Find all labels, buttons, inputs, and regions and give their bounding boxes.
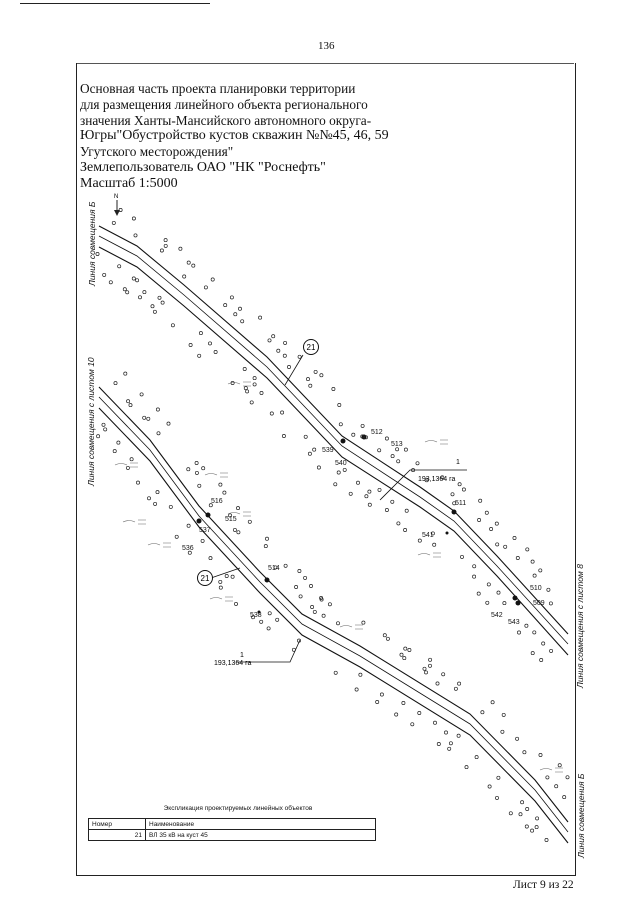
boundary-marker (171, 324, 174, 327)
boundary-marker (103, 273, 106, 276)
boundary-marker (349, 492, 352, 495)
boundary-marker (259, 316, 262, 319)
boundary-marker (201, 539, 204, 542)
boundary-marker (198, 354, 201, 357)
boundary-marker (343, 468, 346, 471)
boundary-marker (488, 785, 491, 788)
boundary-marker (403, 657, 406, 660)
boundary-marker (424, 671, 427, 674)
boundary-marker (336, 622, 339, 625)
boundary-marker (225, 574, 228, 577)
boundary-marker (542, 642, 545, 645)
boundary-marker (281, 411, 284, 414)
boundary-marker (391, 500, 394, 503)
boundary-marker (566, 776, 569, 779)
parcel-number: 1 (456, 459, 460, 466)
boundary-marker (126, 291, 129, 294)
boundary-marker (545, 838, 548, 841)
point-label: 510 (530, 585, 542, 592)
boundary-marker (208, 342, 211, 345)
boundary-marker (404, 448, 407, 451)
boundary-marker (386, 637, 389, 640)
boundary-marker (109, 281, 112, 284)
boundary-marker (525, 624, 528, 627)
boundary-marker (246, 390, 249, 393)
boundary-marker (219, 580, 222, 583)
boundary-marker (231, 575, 234, 578)
boundary-marker (475, 756, 478, 759)
boundary-marker (317, 466, 320, 469)
boundary-marker (451, 493, 454, 496)
legend-header-row (89, 819, 376, 830)
boundary-marker (495, 796, 498, 799)
boundary-marker (473, 565, 476, 568)
boundary-marker (199, 332, 202, 335)
boundary-marker (339, 423, 342, 426)
boundary-marker (214, 350, 217, 353)
boundary-marker (306, 378, 309, 381)
boundary-marker (248, 520, 251, 523)
match-line-label: Линия совмещения с листом 10 (86, 357, 96, 486)
boundary-marker (241, 320, 244, 323)
boundary-marker (555, 785, 558, 788)
boundary-marker (362, 621, 365, 624)
boundary-marker (521, 801, 524, 804)
parcel-area: 193,1364 га (214, 660, 252, 667)
boundary-marker (385, 508, 388, 511)
boundary-marker (477, 592, 480, 595)
point-label: 515 (225, 516, 237, 523)
boundary-marker (134, 234, 137, 237)
boundary-marker (454, 687, 457, 690)
land-user: Землепользователь ОАО "НК "Роснефть" (80, 159, 326, 175)
boundary-marker (129, 404, 132, 407)
boundary-marker (238, 307, 241, 310)
boundary-marker (397, 522, 400, 525)
boundary-marker (481, 711, 484, 714)
boundary-marker (428, 664, 431, 667)
boundary-marker (485, 511, 488, 514)
object-circle (198, 571, 213, 586)
boundary-marker (356, 481, 359, 484)
boundary-marker (147, 497, 150, 500)
point-label: 516 (211, 498, 223, 505)
upper-corridor (99, 226, 568, 655)
boundary-marker (352, 433, 355, 436)
boundary-marker (250, 401, 253, 404)
boundary-marker (402, 701, 405, 704)
boundary-marker (156, 408, 159, 411)
point-label: 512 (371, 429, 383, 436)
boundary-marker (355, 688, 358, 691)
boundary-marker (132, 277, 135, 280)
boundary-marker (308, 452, 311, 455)
boundary-marker (204, 286, 207, 289)
boundary-marker (531, 829, 534, 832)
boundary-marker (202, 467, 205, 470)
boundary-marker (405, 509, 408, 512)
boundary-marker (183, 275, 186, 278)
boundary-marker (448, 747, 451, 750)
boundary-marker (192, 264, 195, 267)
boundary-marker (179, 247, 182, 250)
boundary-marker (126, 466, 129, 469)
boundary-marker (313, 448, 316, 451)
boundary-marker (158, 296, 161, 299)
boundary-marker (118, 265, 121, 268)
boundary-marker (311, 605, 314, 608)
boundary-marker (230, 296, 233, 299)
boundary-marker (465, 766, 468, 769)
boundary-marker (558, 764, 561, 767)
boundary-marker (462, 488, 465, 491)
boundary-marker (404, 528, 407, 531)
boundary-marker (365, 495, 368, 498)
boundary-marker (404, 647, 407, 650)
boundary-marker (124, 372, 127, 375)
boundary-marker (320, 374, 323, 377)
boundary-marker (187, 261, 190, 264)
boundary-marker (236, 507, 239, 510)
north-arrow-icon (114, 200, 120, 216)
boundary-marker (287, 365, 290, 368)
boundary-marker (283, 354, 286, 357)
boundary-marker (234, 313, 237, 316)
boundary-marker (334, 483, 337, 486)
point-label: 537 (199, 527, 211, 534)
legend-grid (88, 818, 376, 841)
boundary-marker (479, 499, 482, 502)
boundary-marker (418, 539, 421, 542)
boundary-marker (253, 383, 256, 386)
boundary-marker (368, 490, 371, 493)
boundary-marker (516, 556, 519, 559)
boundary-marker (376, 700, 379, 703)
boundary-marker (219, 586, 222, 589)
boundary-marker (309, 384, 312, 387)
boundary-marker (332, 387, 335, 390)
boundary-marker (396, 448, 399, 451)
point-label: 543 (508, 619, 520, 626)
boundary-marker (140, 393, 143, 396)
boundary-marker (338, 403, 341, 406)
sheet-label: Лист 9 из 22 (513, 879, 574, 891)
boundary-marker (449, 742, 452, 745)
boundary-marker (282, 434, 285, 437)
boundary-marker (546, 776, 549, 779)
boundary-marker (143, 291, 146, 294)
boundary-marker (304, 435, 307, 438)
boundary-marker (501, 730, 504, 733)
boundary-marker (368, 503, 371, 506)
boundary-marker (243, 367, 246, 370)
boundary-marker (314, 370, 317, 373)
legend-row (89, 830, 376, 841)
boundary-marker (416, 462, 419, 465)
boundary-marker (277, 349, 280, 352)
boundary-markers (96, 208, 569, 841)
boundary-marker (458, 682, 461, 685)
header-line: Основная часть проекта планировки территории (80, 81, 356, 96)
match-line-label: Линия совмещения Б (576, 773, 586, 858)
boundary-marker (123, 288, 126, 291)
boundary-marker (496, 543, 499, 546)
boundary-marker (198, 484, 201, 487)
boundary-marker (195, 471, 198, 474)
boundary-marker (337, 471, 340, 474)
boundary-marker (380, 693, 383, 696)
boundary-marker (219, 483, 222, 486)
match-line-label: Линия совмещения с листом 8 (575, 564, 585, 688)
boundary-marker (136, 481, 139, 484)
boundary-marker (160, 249, 163, 252)
boundary-marker (550, 649, 553, 652)
header-line: Югры"Обустройство кустов скважин №№45, 46, 59 (80, 128, 389, 144)
boundary-marker (102, 423, 105, 426)
boundary-marker (284, 564, 287, 567)
boundary-marker (292, 648, 295, 651)
boundary-marker (97, 435, 100, 438)
legend-cell-number: 21 (89, 830, 146, 841)
boundary-marker (270, 412, 273, 415)
boundary-marker (187, 524, 190, 527)
boundary-marker (429, 658, 432, 661)
boundary-marker (490, 527, 493, 530)
boundary-marker (299, 595, 302, 598)
survey-points (197, 435, 521, 614)
boundary-marker (531, 652, 534, 655)
svg-text:21: 21 (306, 343, 316, 352)
boundary-marker (502, 713, 505, 716)
boundary-marker (268, 612, 271, 615)
boundary-marker (391, 455, 394, 458)
boundary-marker (130, 458, 133, 461)
point-label: 541 (422, 532, 434, 539)
boundary-marker (161, 301, 164, 304)
boundary-marker (495, 522, 498, 525)
boundary-marker (313, 610, 316, 613)
boundary-marker (491, 701, 494, 704)
boundary-marker (113, 450, 116, 453)
boundary-marker (136, 279, 139, 282)
boundary-marker (260, 620, 263, 623)
boundary-marker (167, 422, 170, 425)
boundary-marker (328, 603, 331, 606)
boundary-marker (444, 731, 447, 734)
boundary-marker (533, 574, 536, 577)
point-label: 538 (250, 612, 262, 619)
boundary-marker (272, 335, 275, 338)
boundary-marker (519, 813, 522, 816)
boundary-marker (132, 217, 135, 220)
boundary-marker (535, 826, 538, 829)
boundary-marker (526, 548, 529, 551)
point-label: 536 (182, 545, 194, 552)
boundary-marker (143, 416, 146, 419)
north-label: N (114, 194, 119, 200)
parcel-number: 1 (240, 652, 244, 659)
boundary-marker (400, 653, 403, 656)
boundary-marker (497, 591, 500, 594)
boundary-marker (486, 601, 489, 604)
boundary-marker (473, 575, 476, 578)
boundary-marker (153, 310, 156, 313)
boundary-marker (513, 536, 516, 539)
boundary-marker (539, 753, 542, 756)
boundary-marker (523, 751, 526, 754)
boundary-marker (539, 569, 542, 572)
boundary-marker (164, 239, 167, 242)
boundary-marker (157, 432, 160, 435)
boundary-marker (114, 382, 117, 385)
parcel-annotation-marks (115, 382, 563, 772)
parcel-area: 193,1364 га (418, 476, 456, 483)
boundary-marker (169, 505, 172, 508)
legend-col-number: Номер (89, 819, 146, 830)
boundary-marker (361, 424, 364, 427)
page-number: 136 (318, 40, 335, 52)
boundary-marker (284, 341, 287, 344)
boundary-marker (309, 584, 312, 587)
boundary-marker (267, 627, 270, 630)
boundary-marker (187, 468, 190, 471)
boundary-marker (104, 428, 107, 431)
point-label: 539 (322, 447, 334, 454)
boundary-marker (517, 631, 520, 634)
boundary-marker (151, 305, 154, 308)
boundary-marker (298, 355, 301, 358)
point-label: 540 (335, 460, 347, 467)
boundary-marker (460, 555, 463, 558)
boundary-marker (253, 377, 256, 380)
boundary-marker (478, 518, 481, 521)
boundary-marker (138, 296, 141, 299)
boundary-marker (224, 304, 227, 307)
boundary-marker (509, 812, 512, 815)
boundary-marker (268, 339, 271, 342)
boundary-marker (497, 776, 500, 779)
boundary-marker (147, 417, 150, 420)
boundary-marker (457, 734, 460, 737)
boundary-marker (322, 614, 325, 617)
point-label: 511 (455, 500, 467, 507)
boundary-marker (540, 658, 543, 661)
boundary-marker (533, 631, 536, 634)
boundary-marker (265, 537, 268, 540)
boundary-marker (433, 721, 436, 724)
point-label: 542 (491, 612, 503, 619)
boundary-marker (237, 531, 240, 534)
boundary-marker (408, 648, 411, 651)
boundary-marker (563, 796, 566, 799)
boundary-marker (189, 343, 192, 346)
boundary-marker (395, 713, 398, 716)
boundary-marker (154, 502, 157, 505)
legend-cell-name: ВЛ 35 кВ на куст 45 (146, 830, 376, 841)
boundary-marker (223, 491, 226, 494)
boundary-marker (175, 535, 178, 538)
boundary-marker (164, 244, 167, 247)
boundary-marker (378, 488, 381, 491)
legend-title: Экспликация проектируемых линейных объектов (163, 805, 313, 812)
boundary-marker (385, 437, 388, 440)
legend-col-name: Наименование (146, 819, 376, 830)
boundary-marker (276, 618, 279, 621)
boundary-marker (195, 461, 198, 464)
boundary-marker (516, 737, 519, 740)
boundary-marker (418, 711, 421, 714)
object-circle (304, 340, 319, 355)
header-line: Угутского месторождения" (80, 144, 234, 160)
boundary-marker (437, 742, 440, 745)
boundary-marker (397, 460, 400, 463)
boundary-marker (211, 278, 214, 281)
boundary-marker (304, 576, 307, 579)
boundary-marker (526, 807, 529, 810)
boundary-marker (458, 483, 461, 486)
boundary-marker (112, 221, 115, 224)
header-line: значения Ханты-Мансийского автономного округа- (80, 112, 372, 128)
boundary-marker (383, 634, 386, 637)
boundary-marker (549, 602, 552, 605)
boundary-marker (411, 723, 414, 726)
legend-table (88, 805, 378, 841)
boundary-marker (260, 391, 263, 394)
boundary-marker (433, 543, 436, 546)
boundary-marker (503, 602, 506, 605)
boundary-marker (525, 825, 528, 828)
boundary-marker (233, 528, 236, 531)
point-label: 514 (268, 565, 280, 572)
boundary-marker (487, 583, 490, 586)
boundary-marker (547, 588, 550, 591)
boundary-marker (234, 602, 237, 605)
point-label: 513 (391, 441, 403, 448)
boundary-marker (436, 682, 439, 685)
header-line: для размещения линейного объекта регионального (80, 96, 368, 112)
boundary-marker (264, 545, 267, 548)
scale-label: Масштаб 1:5000 (80, 175, 178, 191)
boundary-marker (298, 569, 301, 572)
boundary-marker (536, 817, 539, 820)
boundary-marker (244, 387, 247, 390)
boundary-marker (423, 667, 426, 670)
boundary-marker (117, 441, 120, 444)
boundary-marker (334, 671, 337, 674)
boundary-marker (209, 557, 212, 560)
svg-text:21: 21 (200, 574, 210, 583)
match-line-label: Линия совмещения Б (87, 201, 97, 286)
boundary-marker (442, 673, 445, 676)
boundary-marker (359, 673, 362, 676)
boundary-marker (156, 491, 159, 494)
point-label: 509 (533, 600, 545, 607)
boundary-marker (531, 560, 534, 563)
boundary-marker (504, 545, 507, 548)
boundary-marker (295, 585, 298, 588)
boundary-marker (378, 449, 381, 452)
boundary-marker (127, 400, 130, 403)
